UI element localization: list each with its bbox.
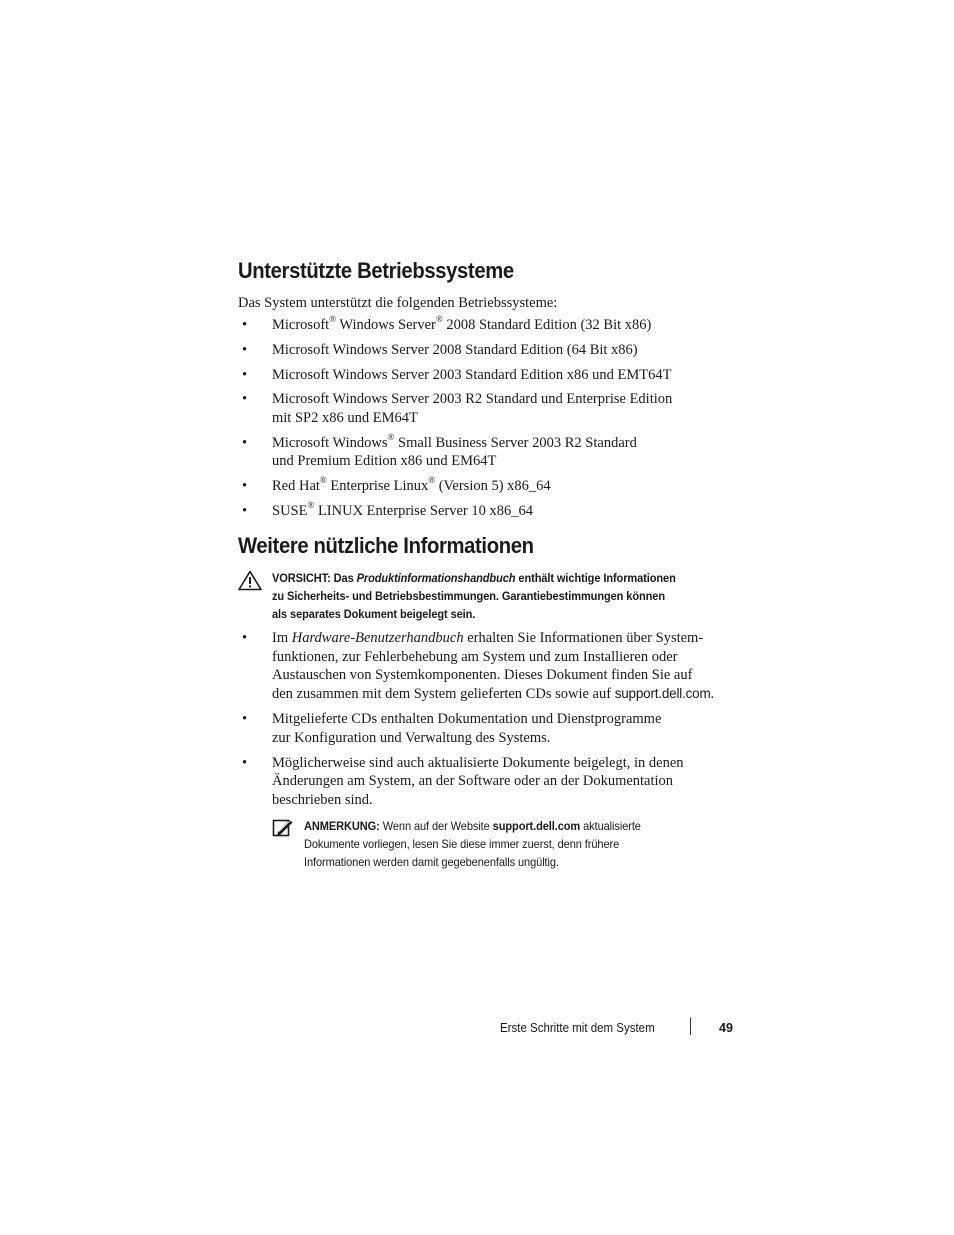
os-list	[242, 316, 742, 527]
footer-title: Erste Schritte mit dem System	[500, 1021, 655, 1035]
bullet: •	[242, 434, 248, 451]
bullet: •	[242, 754, 248, 771]
support-link[interactable]: support.dell.com	[614, 685, 711, 701]
support-link-note[interactable]: support.dell.com	[492, 819, 581, 833]
caution-triangle-icon	[238, 570, 262, 591]
list-item: • Mitgelieferte CDs enthalten Dokumentation und Dienstprogramme zur Konfiguration und Verwaltung des Systems.	[242, 710, 662, 746]
bullet: •	[242, 341, 248, 358]
os-intro: Das System unterstützt die folgenden Betriebssysteme:	[238, 295, 558, 311]
info-list	[242, 629, 742, 816]
list-item: • Im Hardware-Benutzerhandbuch erhalten Sie Informationen über System- funktionen, zur Fehlerbehebung am System und zum Installieren oder Austauschen von Systemkomponenten. Dieses Dokument finden Sie auf den zusammen mit dem System gelieferten CDs sowie auf support.dell.com.	[242, 630, 715, 702]
bullet: •	[242, 502, 248, 519]
note-label: ANMERKUNG:	[304, 819, 380, 833]
bullet: •	[242, 710, 248, 727]
list-item: • Microsoft® Windows Server® 2008 Standard Edition (32 Bit x86)	[242, 314, 652, 333]
page-number: 49	[719, 1021, 733, 1035]
list-item: • Microsoft Windows Server 2003 Standard Edition x86 und EMT64T	[242, 366, 672, 383]
bullet: •	[242, 630, 248, 646]
list-item: • Möglicherweise sind auch aktualisierte Dokumente beigelegt, in denen Änderungen am System, an der Software oder an der Dokumentation beschrieben sind.	[242, 754, 684, 808]
bullet: •	[242, 317, 248, 333]
section-heading-os: Unterstützte Betriebssysteme	[238, 258, 514, 283]
note-pencil-icon	[272, 818, 294, 838]
list-item: • Microsoft Windows® Small Business Server 2003 R2 Standard und Premium Edition x86 und EM64T	[242, 431, 637, 470]
list-item: • Microsoft Windows Server 2008 Standard Edition (64 Bit x86)	[242, 341, 638, 358]
footer-separator	[690, 1018, 691, 1035]
section-heading-info: Weitere nützliche Informationen	[238, 533, 534, 558]
bullet: •	[242, 391, 248, 408]
caution-label: VORSICHT:	[272, 571, 331, 585]
bullet: •	[242, 366, 248, 383]
bullet: •	[242, 478, 248, 495]
list-item: • Microsoft Windows Server 2003 R2 Standard und Enterprise Edition mit SP2 x86 und EM64T	[242, 391, 673, 426]
list-item: • Red Hat® Enterprise Linux® (Version 5) x86_64	[242, 475, 551, 495]
list-item: • SUSE® LINUX Enterprise Server 10 x86_64	[242, 500, 533, 519]
